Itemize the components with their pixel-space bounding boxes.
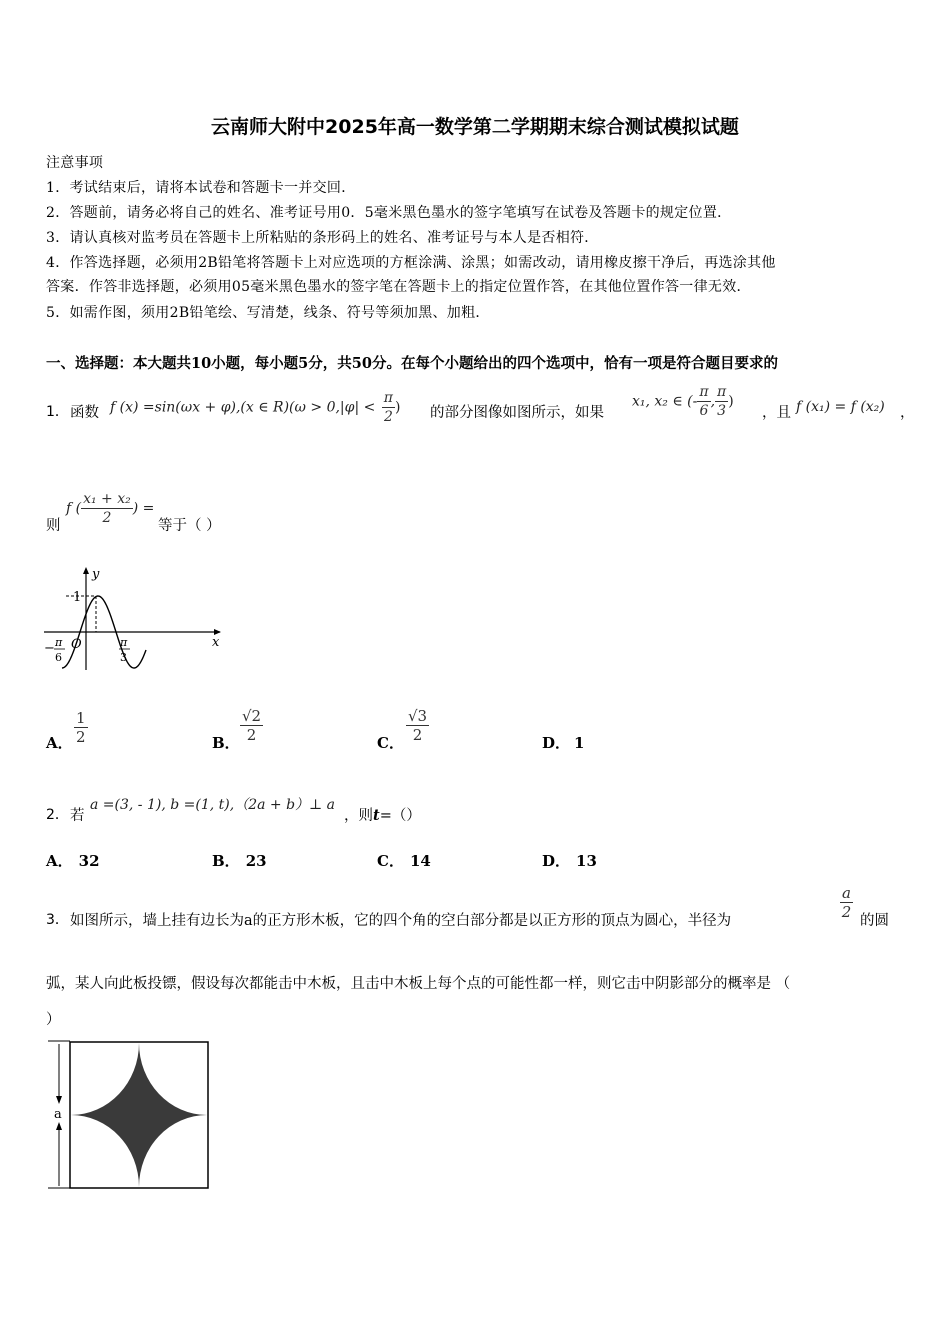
- note-item-1: 1．考试结束后，请将本试卷和答题卡一并交回．: [46, 180, 356, 196]
- q1-sine-graph: [40, 562, 230, 674]
- arrow-down-icon: [56, 1096, 62, 1104]
- q2-option-d: D． 13: [542, 852, 597, 870]
- page-title: 云南师大附中2025年高一数学第二学期期末综合测试模拟试题: [211, 116, 739, 138]
- q1-option-c-value: $\frac{√3}{2}$: [408, 707, 428, 744]
- x-axis-label: x: [212, 635, 220, 650]
- y-axis-arrow-icon: [83, 567, 89, 574]
- q3-text-3: 弧，某人向此板投镖，假设每次都能击中木板，且击中木板上每个点的可能性都一样，则它击中阴影部分的概率是 （: [46, 976, 791, 992]
- q1-option-a-value: $\frac{1}{2}$: [76, 709, 86, 746]
- q1-option-b-value: $\frac{√2}{2}$: [242, 707, 262, 744]
- q2-text-1: 若: [70, 808, 85, 824]
- q3-dartboard-figure: [44, 1038, 212, 1192]
- q1-text-6: 等于（ ）: [158, 518, 221, 534]
- q2-option-b: B． 23: [212, 852, 267, 870]
- notes-heading: 注意事项: [46, 155, 104, 171]
- note-item-5: 5．如需作图，须用2B铅笔绘、写清楚，线条、符号等须加黑、加粗．: [46, 305, 490, 321]
- q1-text-4: ，: [900, 405, 915, 421]
- q1-equality: f (x₁) = f (x₂): [796, 399, 885, 415]
- q1-option-b-letter: B．: [212, 734, 240, 752]
- q2-option-a: A． 32: [46, 852, 100, 870]
- q1-interval: x₁, x₂ ∈ (- $\frac{\pi}{6}$ , $\frac{\pi}{3}$ ): [632, 384, 734, 419]
- origin-label: O: [71, 637, 82, 652]
- side-length-label: a: [54, 1107, 62, 1122]
- q2-text-2: ，则t=（）: [344, 807, 421, 824]
- q1-midpoint-expr: f ( $\frac{\text{x₁ + x₂}}{2}$ ) =: [66, 491, 155, 526]
- note-item-2: 2．答题前，请务必将自己的姓名、准考证号用0．5毫米黑色墨水的签字笔填写在试卷及答题卡的规定位置．: [46, 205, 732, 221]
- max-value-label: 1: [73, 590, 82, 605]
- q3-radius-fraction: $\frac{a}{2}$: [841, 884, 852, 921]
- q1-option-c-letter: C．: [377, 734, 404, 752]
- section-heading: 一、选择题：本大题共10小题，每小题5分，共50分。在每个小题给出的四个选项中，恰有一项是符合题目要求的: [46, 355, 778, 372]
- q1-function-def: f (x) =sin(ωx + φ),(x ∈ R)(ω > 0,|φ| < $\frac{\pi}{2}$ ): [110, 390, 401, 425]
- pos-three-label: 3: [120, 651, 127, 664]
- q2-vectors: a =(3, - 1), b =(1, t),（2a + b）⊥ a: [90, 797, 336, 813]
- q1-text-5: 则: [46, 518, 61, 534]
- q3-text-1: 如图所示，墙上挂有边长为a的正方形木板，它的四个角的空白部分都是以正方形的顶点为圆心，半径为: [70, 913, 732, 929]
- y-axis-label: y: [92, 567, 100, 582]
- q1-text-3: ，且: [762, 405, 791, 421]
- neg-six-label: 6: [55, 651, 62, 664]
- note-item-4-cont: 答案．作答非选择题，必须用05毫米黑色墨水的签字笔在答题卡上的指定位置作答，在其他位置作答一律无效．: [46, 279, 751, 295]
- neg-sign-label: −: [44, 641, 55, 656]
- pos-pi-label: π: [120, 636, 128, 649]
- neg-pi-label: π: [55, 636, 63, 649]
- q3-text-2: 的圆: [860, 913, 889, 929]
- q1-number: 1．: [46, 404, 69, 420]
- q1-text-2: 的部分图像如图所示，如果: [430, 405, 604, 421]
- q1-option-a-letter: A．: [46, 734, 73, 752]
- q1-text-1: 函数: [70, 405, 99, 421]
- q3-number: 3．: [46, 912, 69, 928]
- q1-option-d: D． 1: [542, 734, 585, 752]
- q3-text-4: ）: [46, 1012, 61, 1028]
- note-item-3: 3．请认真核对监考员在答题卡上所粘贴的条形码上的姓名、准考证号与本人是否相符．: [46, 230, 599, 246]
- arrow-up-icon: [56, 1122, 62, 1130]
- q2-number: 2．: [46, 807, 69, 823]
- q2-option-c: C． 14: [377, 852, 431, 870]
- note-item-4: 4．作答选择题，必须用2B铅笔将答题卡上对应选项的方框涂满、涂黑；如需改动，请用橡皮擦干净后，再选涂其他: [46, 255, 776, 271]
